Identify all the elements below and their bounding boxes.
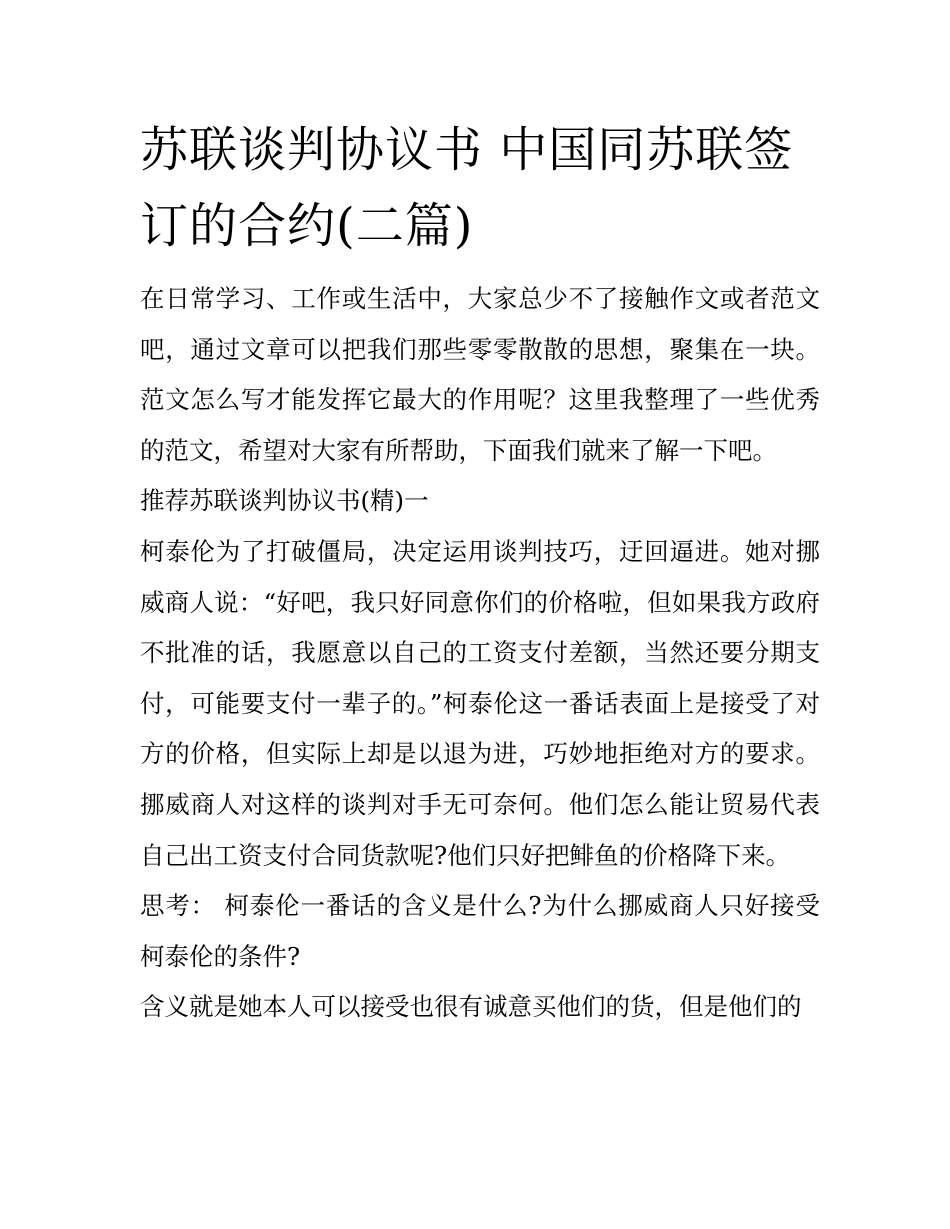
section-heading: 推荐苏联谈判协议书(精)一 xyxy=(140,486,429,516)
answer-paragraph: 含义就是她本人可以接受也很有诚意买他们的货，但是他们的 xyxy=(140,992,802,1022)
intro-paragraph: 在日常学习、工作或生活中，大家总少不了接触作文或者范文吧，通过文章可以把我们那些零零散散的思想，聚集在一块。范文怎么写才能发挥它最大的作用呢？这里我整理了一些优秀的范文，希望对大家有所帮助，下面我们就来了解一下吧。 xyxy=(140,284,820,465)
document-body xyxy=(140,112,820,1033)
question-paragraph: 思考： 柯泰伦一番话的含义是什么?为什么挪威商人只好接受柯泰伦的条件? xyxy=(140,891,820,971)
document-title: 苏联谈判协议书 中国同苏联签订的合约(二篇) xyxy=(140,122,794,254)
story-paragraph: 柯泰伦为了打破僵局，决定运用谈判技巧，迂回逼进。她对挪威商人说：“好吧，我只好同意你们的价格啦，但如果我方政府不批准的话，我愿意以自己的工资支付差额，当然还要分期支付，可能要支付一辈子的。”柯泰伦这一番话表面上是接受了对方的价格，但实际上却是以退为进，巧妙地拒绝对方的要求。挪威商人对这样的谈判对手无可奈何。他们怎么能让贸易代表自己出工资支付合同货款呢?他们只好把鲱鱼的价格降下来。 xyxy=(140,536,820,870)
